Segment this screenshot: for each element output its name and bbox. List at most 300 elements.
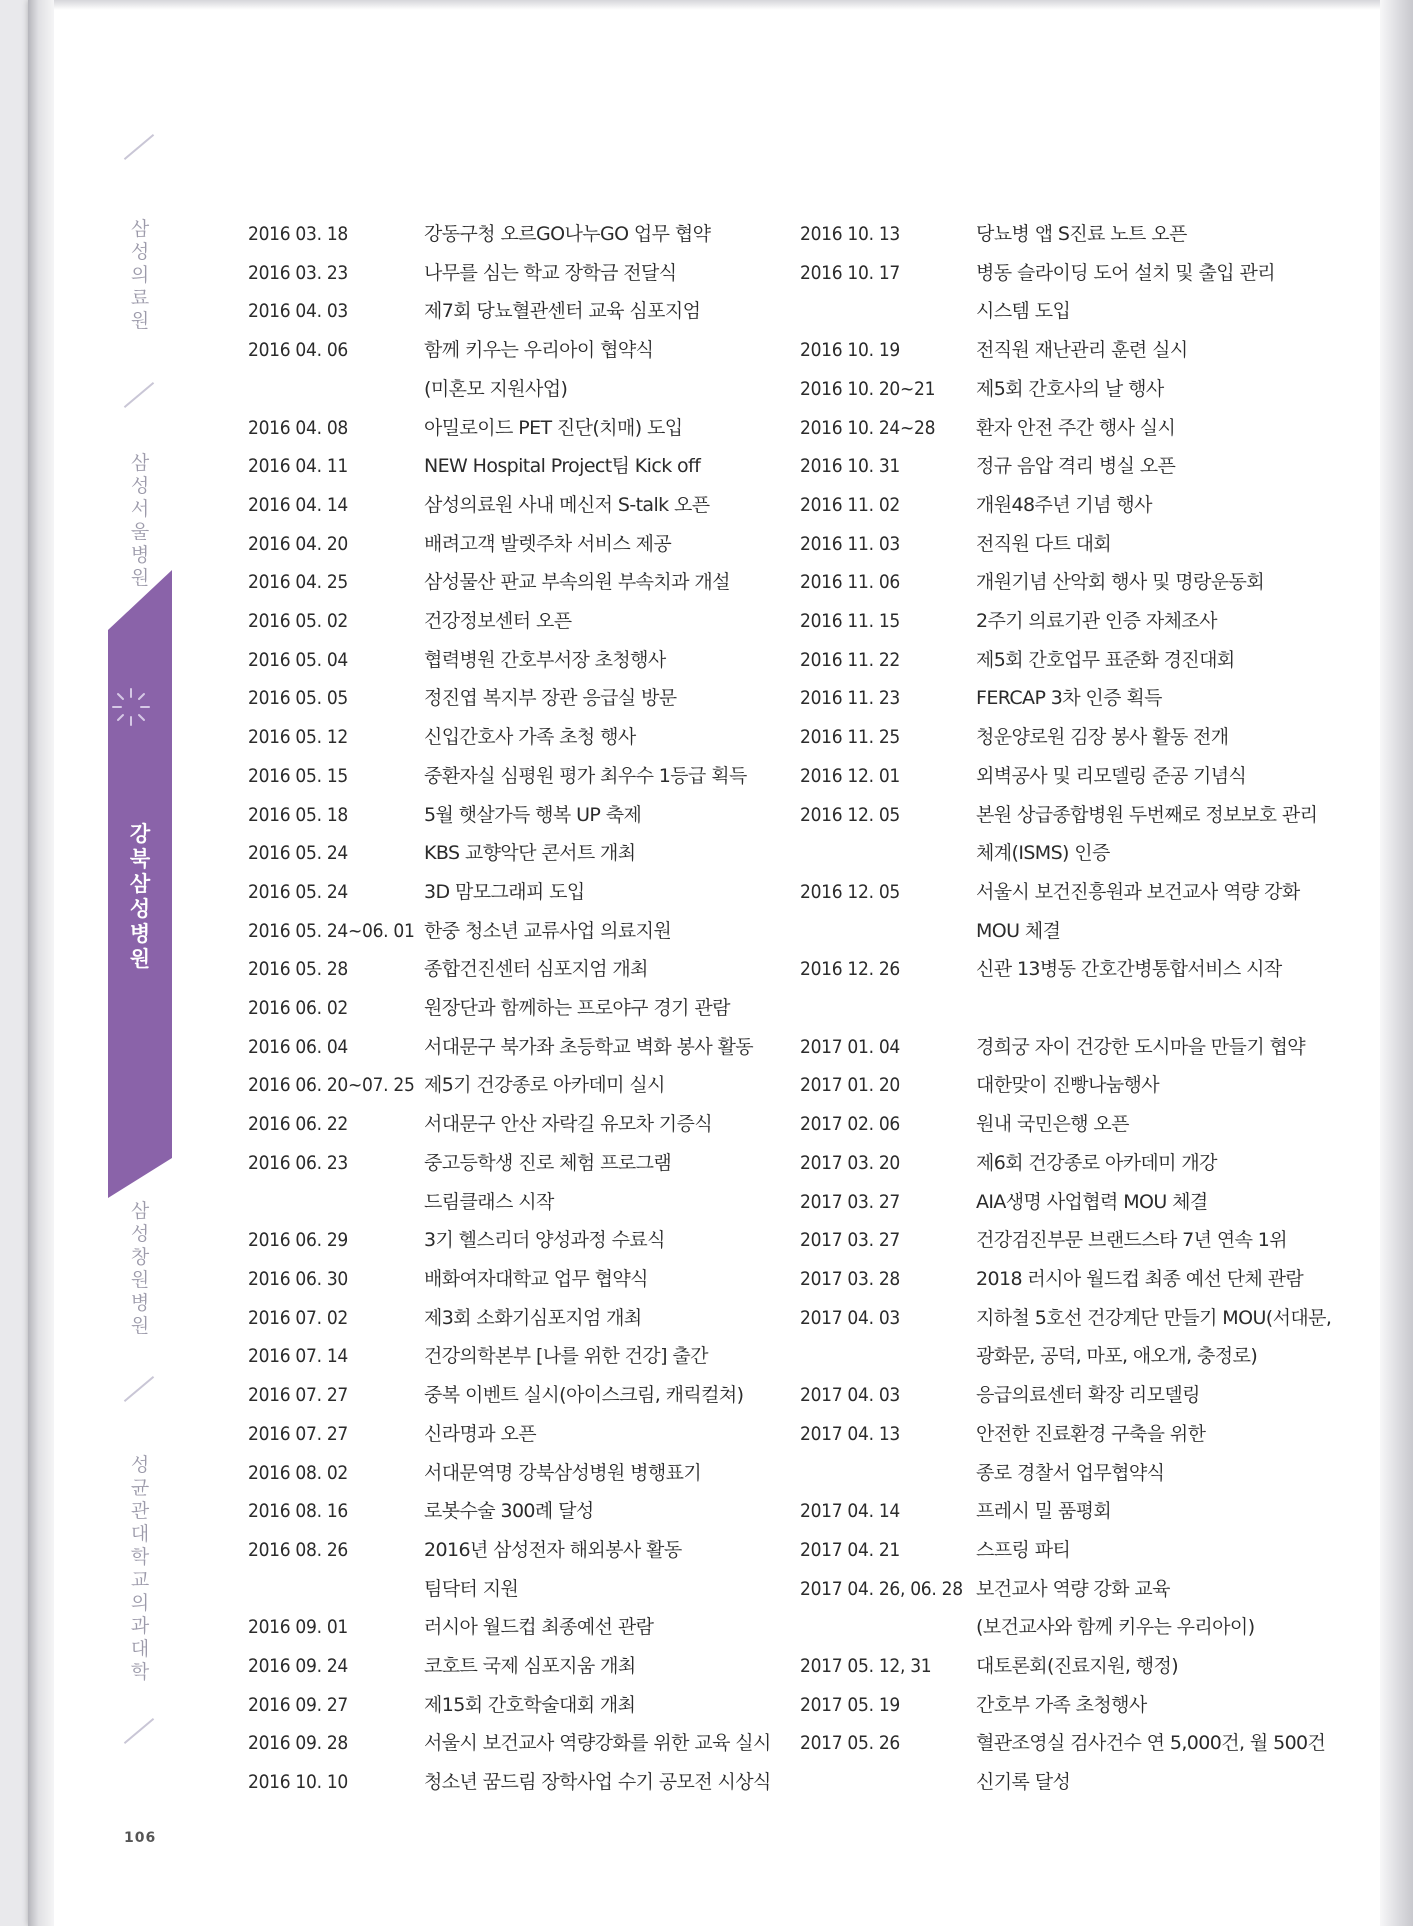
sidebar-item-samsung-medical-center[interactable] <box>128 218 152 333</box>
entry-description <box>424 409 808 448</box>
timeline-entry <box>248 292 808 331</box>
entry-line: 아밀로이드 PET 진단(치매) 도입 <box>424 416 683 439</box>
timeline-entry <box>248 641 808 680</box>
timeline-entry <box>800 873 1360 950</box>
entry-line: 제6회 건강종로 아카데미 개강 <box>976 1151 1217 1174</box>
entry-line: NEW Hospital Project팀 Kick off <box>424 455 701 478</box>
entry-date <box>800 989 976 1028</box>
entry-line: 원내 국민은행 오픈 <box>976 1113 1129 1136</box>
entry-description <box>976 254 1360 331</box>
timeline-entry <box>248 796 808 835</box>
entry-line: 개원기념 산악회 행사 및 명랑운동회 <box>976 571 1265 594</box>
timeline-entry <box>248 563 808 602</box>
entry-date: 2016 04. 06 <box>248 339 348 362</box>
entry-line: 보건교사 역량 강화 교육 <box>976 1577 1170 1600</box>
entry-date: 2016 12. 05 <box>800 880 900 903</box>
entry-date: 2016 06. 04 <box>248 1035 348 1058</box>
entry-date: 2016 04. 08 <box>248 416 348 439</box>
entry-line: 종로 경찰서 업무협약식 <box>976 1461 1165 1484</box>
entry-line: 제5회 간호업무 표준화 경진대회 <box>976 648 1235 671</box>
entry-date: 2016 06. 22 <box>248 1113 348 1136</box>
timeline-right-column <box>800 215 1360 1802</box>
timeline-entry <box>248 1376 808 1415</box>
entry-description <box>976 563 1360 602</box>
entry-description <box>976 718 1360 757</box>
entry-line: 본원 상급종합병원 두번째로 정보보호 관리 <box>976 803 1318 826</box>
timeline-entry <box>248 1531 808 1608</box>
timeline-entry <box>248 1454 808 1493</box>
entry-line: 서대문구 안산 자락길 유모차 기증식 <box>424 1113 713 1136</box>
entry-date: 2016 04. 11 <box>248 455 348 478</box>
timeline-entry <box>248 834 808 873</box>
entry-line: 종합건진센터 심포지엄 개최 <box>424 958 648 981</box>
timeline-entry <box>248 525 808 564</box>
entry-date: 2016 08. 26 <box>248 1538 348 1561</box>
entry-date: 2016 04. 25 <box>248 571 348 594</box>
timeline-entry <box>800 950 1360 989</box>
timeline-entry <box>800 1415 1360 1492</box>
entry-description <box>976 641 1360 680</box>
entry-line: 배려고객 발렛주차 서비스 제공 <box>424 532 672 555</box>
entry-line: 팀닥터 지원 <box>424 1577 519 1600</box>
entry-description <box>976 1299 1360 1376</box>
entry-line: 경희궁 자이 건강한 도시마을 만들기 협약 <box>976 1035 1306 1058</box>
entry-line: 러시아 월드컵 최종예선 관람 <box>424 1616 654 1639</box>
timeline-entry <box>248 1105 808 1144</box>
timeline-entry <box>800 370 1360 409</box>
timeline-entry <box>800 679 1360 718</box>
entry-line <box>976 989 1360 1028</box>
entry-line: 당뇨병 앱 S진료 노트 오픈 <box>976 223 1187 245</box>
entry-description <box>976 331 1360 370</box>
entry-line: 강동구청 오르GO나누GO 업무 협약 <box>424 223 711 245</box>
entry-line: 서대문역명 강북삼성병원 병행표기 <box>424 1461 702 1484</box>
entry-date: 2017 04. 14 <box>800 1500 900 1523</box>
entry-line: 대토론회(진료지원, 행정) <box>976 1655 1179 1678</box>
timeline-entry <box>248 1221 808 1260</box>
entry-line: 2016년 삼성전자 해외봉사 활동 <box>424 1538 682 1561</box>
entry-line: 청운양로원 김장 봉사 활동 전개 <box>976 726 1229 749</box>
entry-description <box>424 1608 808 1647</box>
entry-line: 제3회 소화기심포지엄 개최 <box>424 1306 642 1329</box>
entry-description <box>424 757 808 796</box>
entry-description <box>424 1144 808 1221</box>
sidebar-item-label: 삼성서울병 <box>130 452 150 566</box>
entry-description <box>976 447 1360 486</box>
entry-line: 원장단과 함께하는 프로야구 경기 관람 <box>424 997 730 1020</box>
entry-date: 2016 05. 12 <box>248 726 348 749</box>
timeline-entry <box>800 215 1360 254</box>
entry-line: 드림클래스 시작 <box>424 1190 554 1213</box>
entry-line: 환자 안전 주간 행사 실시 <box>976 416 1176 439</box>
entry-date: 2016 07. 27 <box>248 1384 348 1407</box>
entry-description <box>976 1531 1360 1570</box>
entry-line: 나무를 심는 학교 장학금 전달식 <box>424 261 677 284</box>
entry-description <box>976 1647 1360 1686</box>
entry-line: (보건교사와 함께 키우는 우리아이) <box>976 1616 1255 1639</box>
entry-description <box>424 989 808 1028</box>
timeline-entry <box>800 447 1360 486</box>
entry-line: (미혼모 지원사업) <box>424 377 568 400</box>
entry-line: 한중 청소년 교류사업 의료지원 <box>424 919 672 942</box>
timeline-entry <box>248 679 808 718</box>
entry-description <box>424 796 808 835</box>
entry-description <box>424 1105 808 1144</box>
entry-date: 2016 12. 01 <box>800 764 900 787</box>
entry-line: 청소년 꿈드림 장학사업 수기 공모전 시상식 <box>424 1771 771 1794</box>
entry-description <box>424 1221 808 1260</box>
entry-date: 2017 03. 27 <box>800 1229 900 1252</box>
timeline-entry <box>248 873 808 912</box>
timeline-entry <box>248 1415 808 1454</box>
entry-description <box>424 563 808 602</box>
entry-line: 건강의학본부 [나를 위한 건강] 출간 <box>424 1345 708 1368</box>
entry-line: 대한맞이 진빵나눔행사 <box>976 1074 1159 1097</box>
entry-date: 2016 05. 04 <box>248 648 348 671</box>
entry-date: 2017 04. 26, 06. 28 <box>800 1577 963 1600</box>
sidebar-item-samsung-changwon-hospital[interactable] <box>128 1200 152 1338</box>
entry-date: 2017 01. 04 <box>800 1035 900 1058</box>
entry-line: 중복 이벤트 실시(아이스크림, 캐릭컬쳐) <box>424 1384 744 1407</box>
entry-description <box>976 1724 1360 1801</box>
timeline-entry <box>248 1724 808 1763</box>
entry-line: 신관 13병동 간호간병통합서비스 시작 <box>976 958 1282 981</box>
timeline-entry <box>248 1763 808 1802</box>
timeline-entry <box>248 486 808 525</box>
timeline-entry <box>800 1105 1360 1144</box>
entry-date: 2016 05. 24~06. 01 <box>248 919 415 942</box>
entry-date: 2016 10. 24~28 <box>800 416 936 439</box>
entry-date: 2017 05. 19 <box>800 1693 900 1716</box>
entry-date: 2016 10. 10 <box>248 1771 348 1794</box>
entry-description <box>424 1492 808 1531</box>
entry-description <box>424 1763 808 1802</box>
timeline-entry <box>800 1221 1360 1260</box>
entry-line: 시스템 도입 <box>976 300 1071 323</box>
entry-date: 2016 10. 19 <box>800 339 900 362</box>
entry-line: 서울시 보건진흥원과 보건교사 역량 강화 <box>976 880 1300 903</box>
timeline-entry <box>800 525 1360 564</box>
entry-line: 혈관조영실 검사건수 연 5,000건, 월 500건 <box>976 1732 1326 1755</box>
timeline-entry <box>248 409 808 448</box>
entry-date: 2016 04. 03 <box>248 300 348 323</box>
entry-description <box>424 331 808 408</box>
entry-description <box>976 215 1360 254</box>
timeline-entry <box>248 331 808 408</box>
entry-date: 2016 09. 28 <box>248 1732 348 1755</box>
entry-date: 2016 05. 28 <box>248 958 348 981</box>
entry-description <box>976 1028 1360 1067</box>
timeline-entry <box>800 718 1360 757</box>
entry-date: 2016 07. 27 <box>248 1422 348 1445</box>
entry-date: 2017 04. 03 <box>800 1384 900 1407</box>
entry-date: 2016 11. 02 <box>800 493 900 516</box>
entry-description <box>424 1299 808 1338</box>
entry-line: 정진엽 복지부 장관 응급실 방문 <box>424 687 677 710</box>
timeline-entry <box>800 1570 1360 1647</box>
entry-date: 2016 04. 14 <box>248 493 348 516</box>
entry-description <box>976 1066 1360 1105</box>
entry-description <box>424 679 808 718</box>
entry-date: 2017 02. 06 <box>800 1113 900 1136</box>
timeline-entry <box>248 1647 808 1686</box>
entry-description <box>424 1066 808 1105</box>
entry-line: 간호부 가족 초청행사 <box>976 1693 1147 1716</box>
entry-line: 제5회 간호사의 날 행사 <box>976 377 1164 400</box>
timeline-entry <box>248 1608 808 1647</box>
sidebar-item-skku-medicine[interactable] <box>128 1454 152 1684</box>
timeline-entry <box>800 563 1360 602</box>
entry-date: 2017 05. 26 <box>800 1732 900 1755</box>
entry-description <box>424 292 808 331</box>
entry-line: 스프링 파티 <box>976 1538 1071 1561</box>
timeline-entry <box>248 1144 808 1221</box>
entry-date: 2016 11. 06 <box>800 571 900 594</box>
entry-description <box>424 834 808 873</box>
entry-description <box>976 1570 1360 1647</box>
entry-line: 체계(ISMS) 인증 <box>976 842 1110 865</box>
entry-date: 2016 05. 18 <box>248 803 348 826</box>
book-spine <box>28 0 54 1926</box>
entry-date: 2016 05. 24 <box>248 842 348 865</box>
entry-date: 2016 06. 02 <box>248 997 348 1020</box>
entry-description <box>424 525 808 564</box>
entry-line: 제15회 간호학술대회 개최 <box>424 1693 636 1716</box>
timeline-entry <box>248 1337 808 1376</box>
timeline-entry <box>248 447 808 486</box>
entry-date: 2016 04. 20 <box>248 532 348 555</box>
sidebar-item-label: 강북삼성병원 <box>129 822 151 971</box>
entry-description <box>976 989 1360 1028</box>
entry-line: 광화문, 공덕, 마포, 애오개, 충정로) <box>976 1345 1258 1368</box>
entry-description <box>976 873 1360 950</box>
entry-description <box>976 1415 1360 1492</box>
timeline-entry <box>800 1492 1360 1531</box>
page-right-edge <box>1380 0 1413 1926</box>
entry-date: 2017 01. 20 <box>800 1074 900 1097</box>
entry-line: 안전한 진료환경 구축을 위한 <box>976 1422 1206 1445</box>
entry-date: 2016 05. 02 <box>248 610 348 633</box>
timeline-entry <box>248 215 808 254</box>
timeline-entry <box>800 1144 1360 1183</box>
entry-date: 2016 11. 22 <box>800 648 900 671</box>
entry-date: 2016 05. 05 <box>248 687 348 710</box>
entry-date: 2016 09. 24 <box>248 1655 348 1678</box>
entry-date: 2016 03. 18 <box>248 223 348 245</box>
timeline-entry <box>800 1686 1360 1725</box>
entry-description <box>424 1454 808 1493</box>
entry-date: 2016 08. 16 <box>248 1500 348 1523</box>
sidebar-item-label: 삼성창원병원 <box>130 1200 150 1337</box>
entry-description <box>424 1686 808 1725</box>
entry-date: 2016 11. 03 <box>800 532 900 555</box>
entry-line: 2018 러시아 월드컵 최종 예선 단체 관람 <box>976 1267 1304 1290</box>
timeline-entry <box>248 757 808 796</box>
entry-description <box>976 757 1360 796</box>
entry-date: 2016 11. 23 <box>800 687 900 710</box>
entry-line: 제7회 당뇨혈관센터 교육 심포지엄 <box>424 300 701 323</box>
timeline-entry <box>248 1492 808 1531</box>
timeline-entry <box>800 1183 1360 1222</box>
entry-description <box>424 1028 808 1067</box>
entry-line: 삼성의료원 사내 메신저 S-talk 오픈 <box>424 493 710 516</box>
entry-description <box>976 1686 1360 1725</box>
entry-date: 2017 04. 21 <box>800 1538 900 1561</box>
entry-date: 2016 07. 14 <box>248 1345 348 1368</box>
entry-description <box>976 525 1360 564</box>
entry-date: 2016 06. 20~07. 25 <box>248 1074 415 1097</box>
entry-line: 외벽공사 및 리모델링 준공 기념식 <box>976 764 1247 787</box>
entry-description <box>976 1221 1360 1260</box>
entry-date: 2016 08. 02 <box>248 1461 348 1484</box>
entry-line: 건강정보센터 오픈 <box>424 610 572 633</box>
timeline-entry <box>248 602 808 641</box>
sparkle-icon <box>110 686 152 728</box>
timeline-entry <box>800 254 1360 331</box>
sidebar-item-label: 삼성의료원 <box>130 218 150 332</box>
entry-date: 2016 05. 15 <box>248 764 348 787</box>
entry-line: 신라명과 오픈 <box>424 1422 536 1445</box>
timeline-entry <box>800 602 1360 641</box>
entry-date: 2016 10. 17 <box>800 261 900 284</box>
entry-date: 2016 10. 31 <box>800 455 900 478</box>
sidebar-item-label: 성균관대학교 의과대학 <box>130 1454 150 1683</box>
timeline-entry <box>248 1299 808 1338</box>
entry-line: KBS 교향악단 콘서트 개최 <box>424 842 636 865</box>
entry-line: 개원48주년 기념 행사 <box>976 493 1152 516</box>
entry-date: 2016 10. 20~21 <box>800 377 936 400</box>
entry-description <box>424 1260 808 1299</box>
entry-description <box>976 1105 1360 1144</box>
entry-description <box>424 1376 808 1415</box>
entry-line: 서울시 보건교사 역량강화를 위한 교육 실시 <box>424 1732 771 1755</box>
timeline-entry <box>248 1686 808 1725</box>
entry-date: 2016 06. 23 <box>248 1151 348 1174</box>
timeline-entry <box>800 757 1360 796</box>
timeline-entry <box>800 1647 1360 1686</box>
entry-line: 5월 햇살가득 행복 UP 축제 <box>424 803 642 826</box>
entry-date: 2017 04. 03 <box>800 1306 900 1329</box>
page-number: 106 <box>124 1830 157 1846</box>
timeline-entry <box>800 1531 1360 1570</box>
entry-description <box>976 950 1360 989</box>
entry-line: 3D 맘모그래피 도입 <box>424 880 585 903</box>
entry-date: 2017 05. 12, 31 <box>800 1655 932 1678</box>
entry-description <box>976 370 1360 409</box>
entry-description <box>424 950 808 989</box>
entry-date: 2016 12. 26 <box>800 958 900 981</box>
entry-description <box>424 1647 808 1686</box>
entry-line: 프레시 밀 품평회 <box>976 1500 1112 1523</box>
entry-description <box>424 1337 808 1376</box>
timeline-entry <box>800 1724 1360 1801</box>
entry-date: 2016 09. 01 <box>248 1616 348 1639</box>
entry-line: 삼성물산 판교 부속의원 부속치과 개설 <box>424 571 730 594</box>
entry-line: 지하철 5호선 건강계단 만들기 MOU(서대문, <box>976 1306 1332 1329</box>
entry-line: 협력병원 간호부서장 초청행사 <box>424 648 666 671</box>
timeline-entry <box>248 254 808 293</box>
entry-description <box>976 1144 1360 1183</box>
entry-date: 2016 11. 25 <box>800 726 900 749</box>
entry-line: 응급의료센터 확장 리모델링 <box>976 1384 1200 1407</box>
entry-date: 2016 06. 29 <box>248 1229 348 1252</box>
page-top-fold <box>28 0 1380 10</box>
entry-line: 중환자실 심평원 평가 최우수 1등급 획득 <box>424 764 747 787</box>
entry-line: 함께 키우는 우리아이 협약식 <box>424 339 654 362</box>
entry-date: 2017 03. 28 <box>800 1267 900 1290</box>
timeline-entry <box>248 912 808 951</box>
entry-description <box>424 254 808 293</box>
entry-description <box>976 1492 1360 1531</box>
entry-date: 2017 03. 20 <box>800 1151 900 1174</box>
timeline-entry <box>800 989 1360 1028</box>
entry-description <box>424 718 808 757</box>
entry-description <box>424 447 808 486</box>
entry-description <box>424 873 808 912</box>
entry-line: 신기록 달성 <box>976 1771 1071 1794</box>
entry-description <box>424 602 808 641</box>
entry-date: 2016 06. 30 <box>248 1267 348 1290</box>
entry-line: 2주기 의료기관 인증 자체조사 <box>976 610 1217 633</box>
timeline-entry <box>800 796 1360 873</box>
entry-line: MOU 체결 <box>976 919 1061 942</box>
timeline-entry <box>248 1066 808 1105</box>
timeline-entry <box>800 1376 1360 1415</box>
entry-description <box>976 409 1360 448</box>
timeline-entry <box>800 409 1360 448</box>
timeline-entry <box>800 486 1360 525</box>
entry-description <box>424 215 808 254</box>
entry-description <box>976 1260 1360 1299</box>
timeline-entry <box>800 641 1360 680</box>
entry-description <box>976 1376 1360 1415</box>
entry-line: 중고등학생 진로 체험 프로그램 <box>424 1151 672 1174</box>
entry-description <box>976 486 1360 525</box>
entry-line: AIA생명 사업협력 MOU 체결 <box>976 1190 1208 1213</box>
entry-date: 2016 11. 15 <box>800 610 900 633</box>
entry-line: 서대문구 북가좌 초등학교 벽화 봉사 활동 <box>424 1035 754 1058</box>
entry-description <box>424 641 808 680</box>
entry-description <box>424 486 808 525</box>
timeline-left-column <box>248 215 808 1802</box>
entry-description <box>424 1415 808 1454</box>
entry-date: 2016 09. 27 <box>248 1693 348 1716</box>
entry-description <box>976 602 1360 641</box>
entry-description <box>976 796 1360 873</box>
timeline-entry <box>248 950 808 989</box>
timeline-entry <box>800 1028 1360 1067</box>
entry-line: 전직원 다트 대회 <box>976 532 1112 555</box>
entry-line: 코호트 국제 심포지움 개최 <box>424 1655 636 1678</box>
entry-description <box>976 679 1360 718</box>
timeline-entry <box>800 331 1360 370</box>
timeline-entry <box>248 1028 808 1067</box>
entry-line: 신입간호사 가족 초청 행사 <box>424 726 636 749</box>
entry-description <box>424 1531 808 1608</box>
entry-line: 건강검진부문 브랜드스타 7년 연속 1위 <box>976 1229 1288 1252</box>
entry-description <box>976 1183 1360 1222</box>
sidebar-item-kangbuk-samsung-hospital[interactable] <box>128 822 152 972</box>
timeline-entry <box>248 989 808 1028</box>
entry-line: 3기 헬스리더 양성과정 수료식 <box>424 1229 665 1252</box>
entry-description <box>424 1724 808 1763</box>
timeline-entry <box>800 1299 1360 1376</box>
timeline-entry <box>800 1260 1360 1299</box>
timeline-entry <box>248 718 808 757</box>
entry-line: 정규 음압 격리 병실 오픈 <box>976 455 1176 478</box>
entry-date: 2017 03. 27 <box>800 1190 900 1213</box>
timeline-entry <box>248 1260 808 1299</box>
